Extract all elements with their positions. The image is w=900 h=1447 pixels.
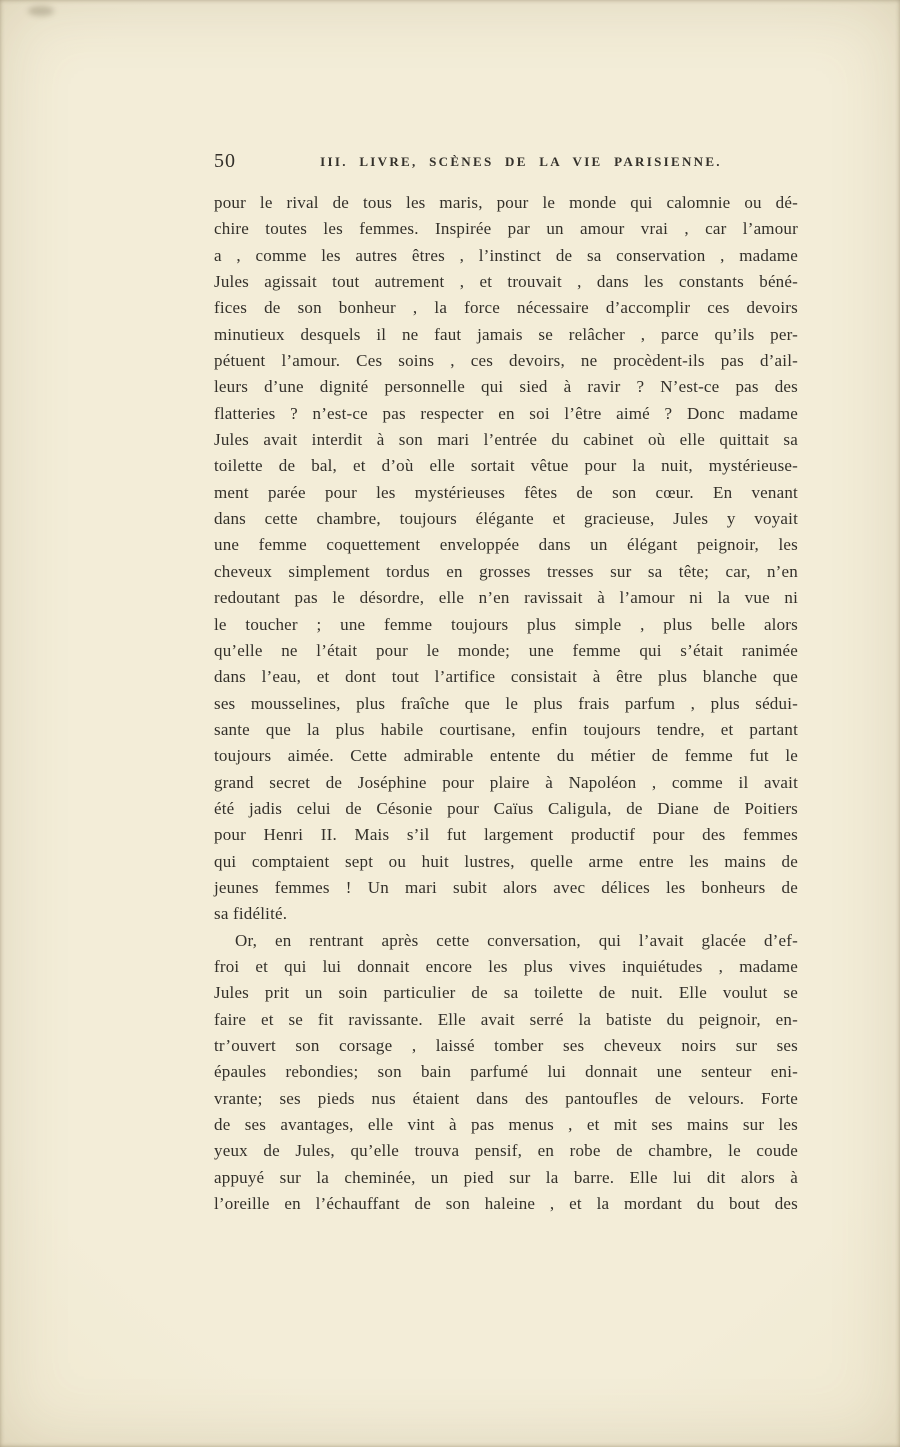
- text-line: ment parée pour les mystérieuses fêtes de son cœur. En venant: [214, 482, 798, 502]
- text-line: le toucher ; une femme toujours plus simple , plus belle alors: [214, 614, 798, 634]
- text-line: été jadis celui de Césonie pour Caïus Caligula, de Diane de Poitiers: [214, 798, 798, 818]
- text-block: [214, 190, 798, 1217]
- text-line: fices de son bonheur , la force nécessaire d’accomplir ces devoirs: [214, 298, 798, 318]
- text-line: grand secret de Joséphine pour plaire à Napoléon , comme il avait: [214, 772, 798, 792]
- text-line: sa fidélité.: [214, 904, 288, 924]
- text-line: pour Henri II. Mais s’il fut largement productif pour des femmes: [214, 825, 798, 845]
- text-line: jeunes femmes ! Un mari subit alors avec délices les bonheurs de: [214, 877, 798, 897]
- text-line: Jules avait interdit à son mari l’entrée du cabinet où elle quittait sa: [214, 430, 798, 450]
- page-header: [214, 150, 798, 174]
- text-line: dans cette chambre, toujours élégante et gracieuse, Jules y voyait: [214, 509, 798, 529]
- text-line: ses mousselines, plus fraîche que le plus frais parfum , plus sédui-: [214, 693, 798, 713]
- text-line: Or, en rentrant après cette conversation, qui l’avait glacée d’ef-: [235, 930, 798, 950]
- text-line: cheveux simplement tordus en grosses tresses sur sa tête; car, n’en: [214, 561, 798, 581]
- page-number: 50: [214, 150, 236, 172]
- text-line: Jules prit un soin particulier de sa toilette de nuit. Elle voulut se: [214, 983, 798, 1003]
- text-line: l’oreille en l’échauffant de son haleine , et la mordant du bout des: [214, 1194, 798, 1214]
- scan-smudge: [28, 6, 54, 16]
- text-line: dans l’eau, et dont tout l’artifice consistait à être plus blanche que: [214, 667, 798, 687]
- text-line: chire toutes les femmes. Inspirée par un amour vrai , car l’amour: [214, 219, 798, 239]
- page-content: [214, 150, 798, 1217]
- text-line: appuyé sur la cheminée, un pied sur la barre. Elle lui dit alors à: [214, 1167, 798, 1187]
- text-line: toujours aimée. Cette admirable entente du métier de femme fut le: [214, 746, 798, 766]
- running-title: III. LIVRE, SCÈNES DE LA VIE PARISIENNE.: [320, 154, 722, 169]
- text-line: a , comme les autres êtres , l’instinct de sa conservation , madame: [214, 245, 798, 265]
- text-line: vrante; ses pieds nus étaient dans des pantoufles de velours. Forte: [214, 1088, 798, 1108]
- text-line: flatteries ? n’est-ce pas respecter en soi l’être aimé ? Donc madame: [214, 403, 798, 423]
- text-line: faire et se fit ravissante. Elle avait serré la batiste du peignoir, en-: [214, 1009, 798, 1029]
- text-line: leurs d’une dignité personnelle qui sied à ravir ? N’est-ce pas des: [214, 377, 798, 397]
- text-line: pour le rival de tous les maris, pour le monde qui calomnie ou dé-: [214, 193, 798, 212]
- text-line: redoutant pas le désordre, elle n’en ravissait à l’amour ni la vue ni: [214, 588, 798, 608]
- text-line: Jules agissait tout autrement , et trouvait , dans les constants béné-: [214, 272, 798, 292]
- text-line: une femme coquettement enveloppée dans un élégant peignoir, les: [214, 535, 798, 555]
- text-line: qu’elle ne l’était pour le monde; une femme qui s’était ranimée: [214, 640, 798, 660]
- text-line: toilette de bal, et d’où elle sortait vêtue pour la nuit, mystérieuse-: [214, 456, 798, 476]
- text-line: qui comptaient sept ou huit lustres, quelle arme entre les mains de: [214, 851, 798, 871]
- text-line: épaules rebondies; son bain parfumé lui donnait une senteur eni-: [214, 1062, 798, 1082]
- text-line: sante que la plus habile courtisane, enfin toujours tendre, et partant: [214, 719, 798, 739]
- text-line: yeux de Jules, qu’elle trouva pensif, en robe de chambre, le coude: [214, 1141, 798, 1161]
- text-line: de ses avantages, elle vint à pas menus , et mit ses mains sur les: [214, 1115, 798, 1135]
- text-line: froi et qui lui donnait encore les plus vives inquiétudes , madame: [214, 956, 798, 976]
- text-line: minutieux desquels il ne faut jamais se relâcher , parce qu’ils per-: [214, 324, 798, 344]
- text-line: pétuent l’amour. Ces soins , ces devoirs, ne procèdent-ils pas d’ail-: [214, 351, 798, 371]
- text-line: tr’ouvert son corsage , laissé tomber ses cheveux noirs sur ses: [214, 1036, 798, 1055]
